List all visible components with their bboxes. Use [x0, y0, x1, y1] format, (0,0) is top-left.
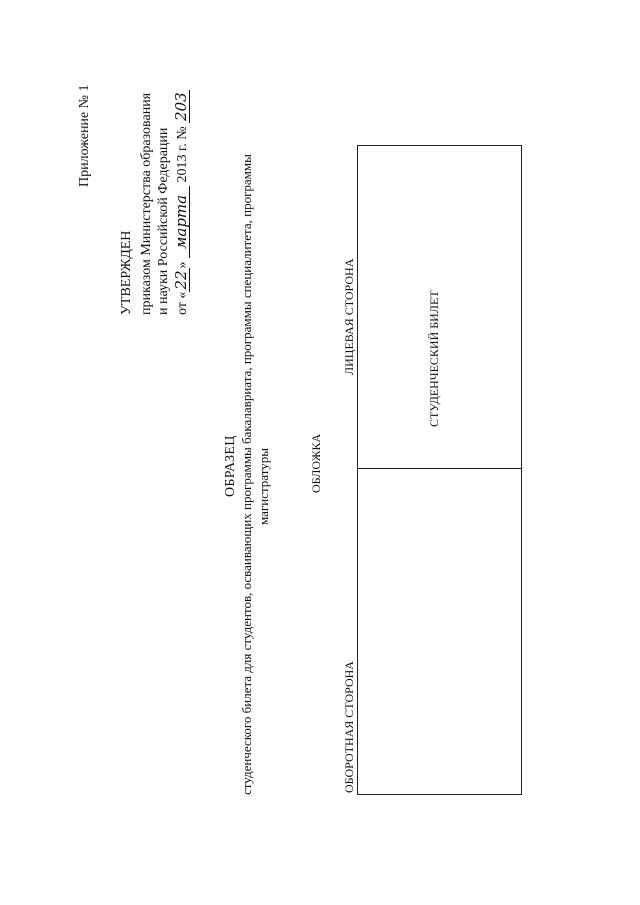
appendix-number: Приложение № 1: [77, 84, 92, 187]
cover-divider: [357, 468, 522, 469]
order-line-2: и науки Российской Федерации: [156, 127, 171, 315]
order-line-1: приказом Министерства образования: [139, 92, 154, 315]
sample-title: ОБРАЗЕЦ: [223, 435, 238, 497]
date-mid: »: [175, 257, 190, 269]
sample-description-line-1: студенческого билета для студентов, осваивающих программы бакалавриата, программы специалитета, программы: [239, 154, 254, 795]
student-card-title: СТУДЕНЧЕСКИЙ БИЛЕТ: [427, 290, 441, 427]
handwritten-order-number: 203: [172, 92, 190, 121]
order-date-line: [174, 90, 190, 315]
date-prefix: от «: [175, 291, 190, 315]
sample-description-line-2: магистратуры: [256, 448, 271, 525]
front-side-label: ЛИЦЕВАЯ СТОРОНА: [342, 258, 356, 375]
date-year: 2013 г. №: [175, 122, 190, 186]
handwritten-month: марта: [174, 186, 190, 258]
back-side-label: ОБОРОТНАЯ СТОРОНА: [342, 661, 356, 793]
approved-title: УТВЕРЖДЕН: [119, 230, 134, 315]
handwritten-day: 22: [172, 270, 190, 290]
cover-frame: [357, 145, 522, 795]
cover-label: ОБЛОЖКА: [309, 433, 323, 493]
